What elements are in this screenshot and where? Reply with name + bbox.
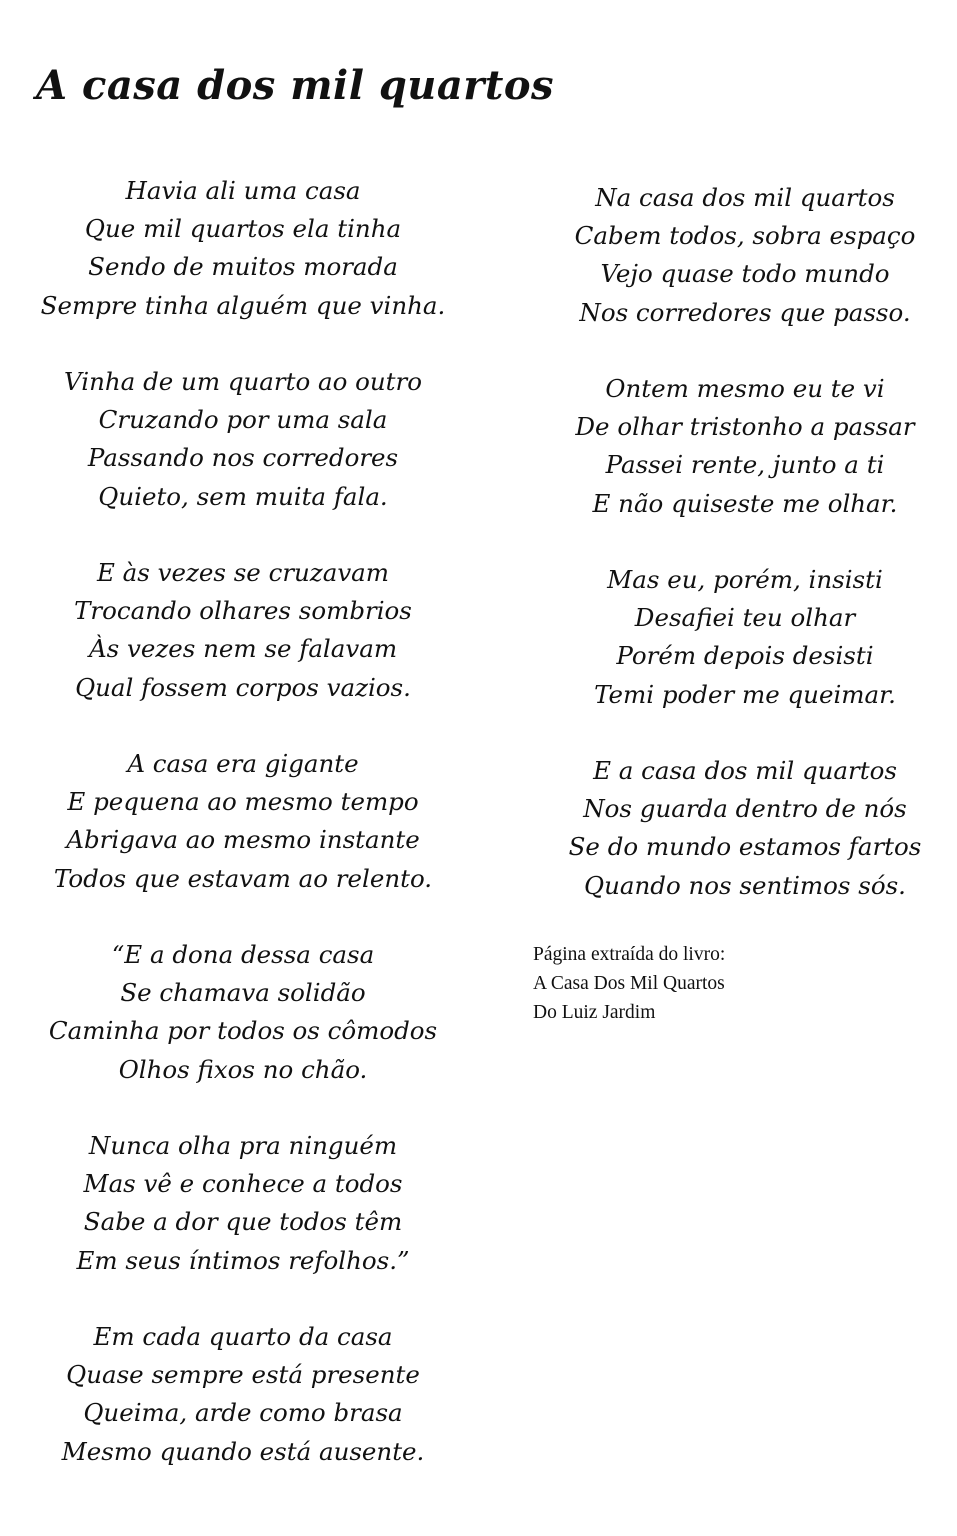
stanza (540, 561, 950, 714)
verse-line: Quieto, sem muita fala. (98, 481, 388, 511)
stanza (18, 745, 468, 898)
verse-line: Em cada quarto da casa (93, 1322, 393, 1351)
poem-right-column (540, 179, 950, 905)
verse-line: E não quiseste me olhar. (592, 488, 898, 518)
stanza (540, 752, 950, 905)
verse-line: Quase sempre está presente (66, 1360, 420, 1390)
stanza (18, 1127, 468, 1280)
verse-line: Nunca olha pra ninguém (88, 1131, 398, 1160)
verse-line: Nos corredores que passo. (579, 297, 911, 327)
stanza (18, 363, 468, 516)
verse-line: Mas vê e conhece a todos (83, 1169, 403, 1199)
verse-line: Trocando olhares sombrios (74, 596, 412, 626)
verse-line: Que mil quartos ela tinha (84, 214, 402, 244)
verse-line: Vejo quase todo mundo (600, 259, 890, 289)
source-author: Do Luiz Jardim (533, 1002, 656, 1023)
verse-line: Qual fossem corpos vazios. (75, 672, 411, 702)
book-source-note (533, 940, 725, 1027)
verse-line: Olhos fixos no chão. (118, 1054, 368, 1084)
stanza (18, 554, 468, 707)
verse-line: Em seus íntimos refolhos.” (76, 1245, 410, 1275)
verse-line: Cruzando por uma sala (98, 405, 388, 435)
stanza (18, 1318, 468, 1471)
verse-line: Passando nos corredores (87, 443, 399, 473)
verse-line: Passei rente, junto a ti (605, 450, 885, 480)
verse-line: Sendo de muitos morada (88, 252, 398, 282)
verse-line: Porém depois desisti (616, 641, 874, 671)
verse-line: Quando nos sentimos sós. (584, 870, 906, 900)
stanza (540, 370, 950, 523)
verse-line: Sabe a dor que todos têm (83, 1207, 403, 1237)
stanza (540, 179, 950, 332)
verse-line: Nos guarda dentro de nós (583, 794, 907, 824)
verse-line: Abrigava ao mesmo instante (66, 825, 420, 855)
verse-line: Mas eu, porém, insisti (607, 565, 883, 594)
verse-line: Se chamava solidão (120, 978, 366, 1008)
verse-line: Havia ali uma casa (125, 176, 361, 205)
verse-line: Vinha de um quarto ao outro (64, 367, 422, 396)
verse-line: Cabem todos, sobra espaço (574, 221, 916, 251)
verse-line: A casa era gigante (127, 749, 359, 778)
verse-line: Às vezes nem se falavam (88, 634, 398, 664)
verse-line: De olhar tristonho a passar (575, 412, 915, 442)
verse-line: Ontem mesmo eu te vi (605, 374, 885, 403)
source-note-line: Página extraída do livro: (533, 944, 726, 965)
verse-line: E a casa dos mil quartos (593, 756, 897, 785)
verse-line: Sempre tinha alguém que vinha. (40, 290, 446, 320)
verse-line: “E a dona dessa casa (111, 940, 375, 969)
verse-line: Se do mundo estamos fartos (568, 832, 922, 862)
verse-line: Mesmo quando está ausente. (61, 1436, 425, 1466)
verse-line: E pequena ao mesmo tempo (67, 787, 419, 817)
verse-line: E às vezes se cruzavam (96, 558, 389, 587)
verse-line: Caminha por todos os cômodos (48, 1016, 438, 1046)
stanza (18, 172, 468, 325)
source-book-title: A Casa Dos Mil Quartos (533, 973, 725, 994)
poem-left-column (18, 172, 468, 1471)
verse-line: Queima, arde como brasa (83, 1398, 403, 1428)
verse-line: Desafiei teu olhar (634, 603, 856, 633)
page-title: A casa dos mil quartos (36, 62, 555, 109)
verse-line: Temi poder me queimar. (594, 679, 896, 709)
verse-line: Na casa dos mil quartos (595, 183, 895, 212)
stanza (18, 936, 468, 1089)
verse-line: Todos que estavam ao relento. (53, 863, 433, 893)
